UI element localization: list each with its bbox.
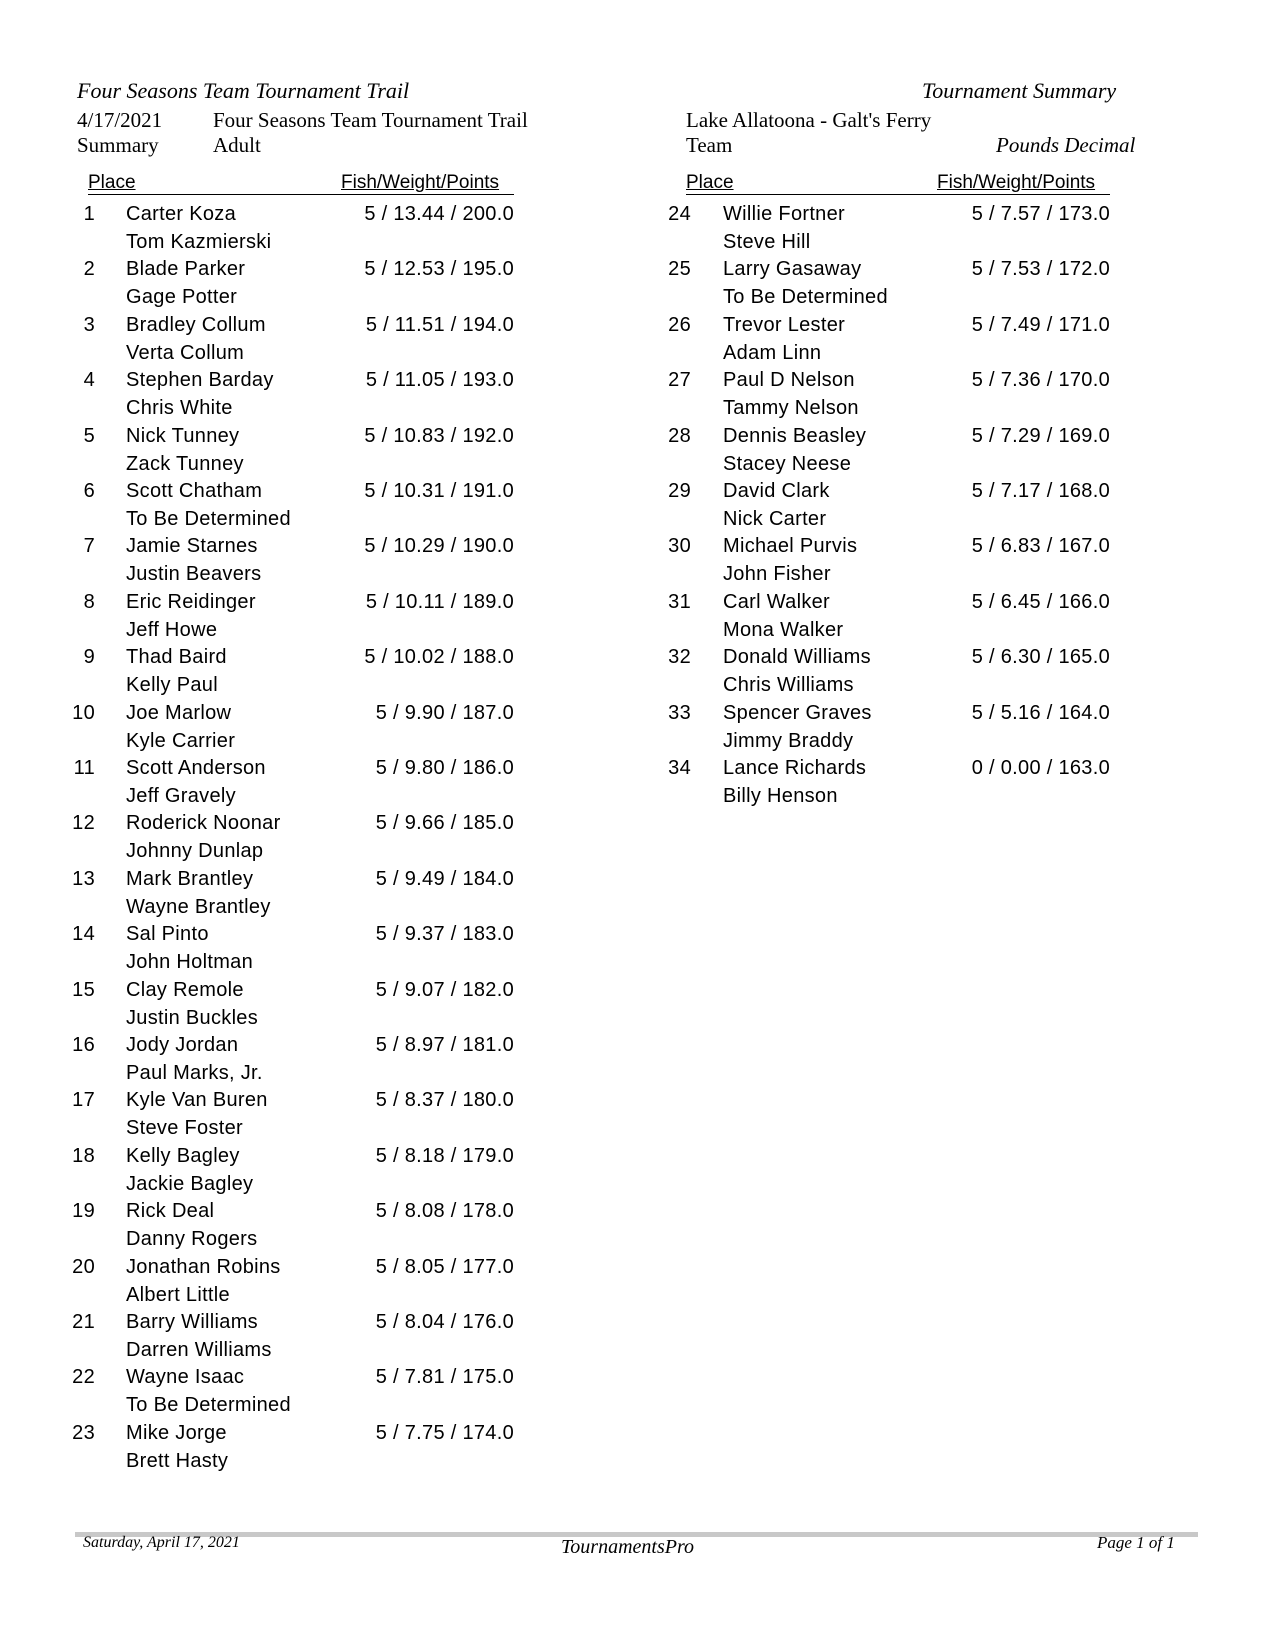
partner-name: Kelly Paul	[126, 674, 218, 696]
partner-name: Kyle Carrier	[126, 730, 236, 752]
partner-name: Tom Kazmierski	[126, 231, 272, 253]
fish-weight-points: 5 / 10.83 / 192.0	[364, 425, 514, 447]
result-entry	[67, 812, 524, 868]
fish-weight-points: 5 / 7.17 / 168.0	[971, 480, 1110, 502]
place-number: 32	[668, 646, 691, 668]
angler-name: Thad Baird	[126, 646, 227, 668]
angler-name: Carl Walker	[723, 591, 831, 613]
angler-name: Clay Remole	[126, 979, 244, 1001]
place-number: 27	[668, 369, 691, 391]
partner-name: Justin Beavers	[126, 563, 262, 585]
result-entry	[67, 757, 524, 813]
result-entry	[67, 979, 524, 1035]
place-number: 28	[668, 425, 691, 447]
place-number: 3	[83, 314, 95, 336]
place-number: 17	[72, 1089, 95, 1111]
partner-name: Zack Tunney	[126, 453, 244, 475]
fish-weight-points: 5 / 10.31 / 191.0	[364, 480, 514, 502]
fish-weight-points: 5 / 6.30 / 165.0	[971, 646, 1110, 668]
result-entry	[67, 425, 524, 481]
fish-weight-points: 5 / 7.81 / 175.0	[375, 1366, 514, 1388]
angler-name: Bradley Collum	[126, 314, 266, 336]
result-entry	[67, 203, 524, 259]
column-header-rule	[686, 194, 1110, 195]
angler-name: Barry Williams	[126, 1311, 258, 1333]
partner-name: Paul Marks, Jr.	[126, 1062, 263, 1084]
partner-name: Danny Rogers	[126, 1228, 258, 1250]
place-number: 15	[72, 979, 95, 1001]
fish-weight-points: 5 / 9.80 / 186.0	[375, 757, 514, 779]
fish-weight-points: 5 / 6.45 / 166.0	[971, 591, 1110, 613]
angler-name: Donald Williams	[723, 646, 871, 668]
angler-name: Wayne Isaac	[126, 1366, 245, 1388]
result-entry	[67, 702, 524, 758]
angler-name: Lance Richards	[723, 757, 867, 779]
angler-name: Trevor Lester	[723, 314, 846, 336]
fish-weight-points: 5 / 10.02 / 188.0	[364, 646, 514, 668]
fish-weight-points: 5 / 13.44 / 200.0	[364, 203, 514, 225]
partner-name: Gage Potter	[126, 286, 238, 308]
result-entry	[67, 1145, 524, 1201]
fish-weight-points: 5 / 7.29 / 169.0	[971, 425, 1110, 447]
angler-name: Scott Chatham	[126, 480, 263, 502]
fish-weight-points: 5 / 8.04 / 176.0	[375, 1311, 514, 1333]
footer-date: Saturday, April 17, 2021	[83, 1534, 240, 1551]
fish-weight-points: 5 / 9.49 / 184.0	[375, 868, 514, 890]
place-number: 18	[72, 1145, 95, 1167]
place-number: 24	[668, 203, 691, 225]
angler-name: Mark Brantley	[126, 868, 254, 890]
result-entry	[67, 258, 524, 314]
fish-weight-points: 5 / 7.49 / 171.0	[971, 314, 1110, 336]
place-number: 13	[72, 868, 95, 890]
angler-name: Dennis Beasley	[723, 425, 867, 447]
partner-name: Wayne Brantley	[126, 896, 271, 918]
footer-brand: TournamentsPro	[561, 1536, 694, 1558]
angler-name: Stephen Barday	[126, 369, 274, 391]
report-title: Four Seasons Team Tournament Trail	[77, 78, 410, 103]
partner-name: Jeff Howe	[126, 619, 218, 641]
report-type: Tournament Summary	[922, 78, 1117, 103]
column-header-rule	[88, 194, 514, 195]
fish-weight-points: 5 / 11.05 / 193.0	[365, 369, 514, 391]
place-number: 25	[668, 258, 691, 280]
angler-name: Jody Jordan	[126, 1034, 239, 1056]
partner-name: To Be Determined	[126, 508, 291, 530]
result-entry	[67, 1089, 524, 1145]
result-entry	[663, 369, 1120, 425]
angler-name: Mike Jorge	[126, 1422, 227, 1444]
fish-weight-points: 5 / 9.07 / 182.0	[375, 979, 514, 1001]
place-number: 4	[83, 369, 95, 391]
trail-name: Four Seasons Team Tournament Trail	[213, 108, 528, 132]
place-number: 21	[72, 1311, 95, 1333]
partner-name: Tammy Nelson	[723, 397, 859, 419]
angler-name: Nick Tunney	[126, 425, 240, 447]
angler-name: Larry Gasaway	[723, 258, 862, 280]
place-number: 26	[668, 314, 691, 336]
fish-weight-points: 5 / 7.53 / 172.0	[971, 258, 1110, 280]
partner-name: Jeff Gravely	[126, 785, 236, 807]
angler-name: Willie Fortner	[723, 203, 845, 225]
result-entry	[67, 646, 524, 702]
place-number: 2	[83, 258, 95, 280]
partner-name: Nick Carter	[723, 508, 827, 530]
units-label: Pounds Decimal	[996, 133, 1136, 157]
result-entry	[663, 203, 1120, 259]
angler-name: Roderick Noonar	[126, 812, 281, 834]
partner-name: Mona Walker	[723, 619, 844, 641]
place-column-header: Place	[686, 172, 734, 193]
place-number: 12	[72, 812, 95, 834]
fish-weight-points: 5 / 7.36 / 170.0	[971, 369, 1110, 391]
tournament-date: 4/17/2021	[77, 108, 163, 132]
fish-weight-points: 5 / 8.97 / 181.0	[375, 1034, 514, 1056]
angler-name: Carter Koza	[126, 203, 237, 225]
result-entry	[67, 591, 524, 647]
summary-label: Summary	[77, 133, 159, 157]
angler-name: Kyle Van Buren	[126, 1089, 268, 1111]
partner-name: Darren Williams	[126, 1339, 272, 1361]
place-number: 11	[73, 757, 95, 779]
angler-name: Paul D Nelson	[723, 369, 855, 391]
place-number: 9	[83, 646, 95, 668]
fish-weight-points: 5 / 7.75 / 174.0	[375, 1422, 514, 1444]
result-entry	[663, 591, 1120, 647]
angler-name: Scott Anderson	[126, 757, 266, 779]
place-number: 19	[72, 1200, 95, 1222]
result-entry	[67, 1422, 524, 1478]
partner-name: Chris White	[126, 397, 233, 419]
partner-name: To Be Determined	[723, 286, 888, 308]
place-number: 22	[72, 1366, 95, 1388]
angler-name: Spencer Graves	[723, 702, 872, 724]
angler-name: Joe Marlow	[126, 702, 232, 724]
angler-name: Michael Purvis	[723, 535, 858, 557]
lake-name: Lake Allatoona - Galt's Ferry	[686, 108, 932, 132]
partner-name: John Fisher	[723, 563, 831, 585]
place-number: 16	[72, 1034, 95, 1056]
score-column-header: Fish/Weight/Points	[341, 172, 500, 193]
result-entry	[67, 1366, 524, 1422]
partner-name: Billy Henson	[723, 785, 838, 807]
angler-name: Sal Pinto	[126, 923, 209, 945]
fish-weight-points: 5 / 8.18 / 179.0	[375, 1145, 514, 1167]
result-entry	[67, 480, 524, 536]
result-entry	[663, 258, 1120, 314]
partner-name: To Be Determined	[126, 1394, 291, 1416]
result-entry	[67, 868, 524, 924]
place-number: 34	[668, 757, 691, 779]
fish-weight-points: 5 / 8.08 / 178.0	[375, 1200, 514, 1222]
result-entry	[67, 314, 524, 370]
place-number: 23	[72, 1422, 95, 1444]
angler-name: Kelly Bagley	[126, 1145, 240, 1167]
angler-name: Rick Deal	[126, 1200, 215, 1222]
fish-weight-points: 5 / 10.29 / 190.0	[364, 535, 514, 557]
score-column-header: Fish/Weight/Points	[937, 172, 1096, 193]
partner-name: Steve Foster	[126, 1117, 243, 1139]
fish-weight-points: 5 / 6.83 / 167.0	[971, 535, 1110, 557]
fish-weight-points: 5 / 11.51 / 194.0	[365, 314, 514, 336]
place-number: 7	[83, 535, 95, 557]
partner-name: Stacey Neese	[723, 453, 852, 475]
place-number: 6	[83, 480, 95, 502]
fish-weight-points: 0 / 0.00 / 163.0	[971, 757, 1110, 779]
fish-weight-points: 5 / 8.05 / 177.0	[375, 1256, 514, 1278]
partner-name: Jimmy Braddy	[723, 730, 854, 752]
place-number: 5	[83, 425, 95, 447]
fish-weight-points: 5 / 9.37 / 183.0	[375, 923, 514, 945]
place-number: 10	[72, 702, 95, 724]
angler-name: David Clark	[723, 480, 830, 502]
place-column-header: Place	[88, 172, 136, 193]
place-number: 31	[668, 591, 691, 613]
result-entry	[663, 757, 1120, 813]
result-entry	[663, 535, 1120, 591]
result-entry	[663, 480, 1120, 536]
result-entry	[67, 1034, 524, 1090]
place-number: 30	[668, 535, 691, 557]
partner-name: Albert Little	[126, 1284, 230, 1306]
partner-name: Justin Buckles	[126, 1007, 259, 1029]
partner-name: Johnny Dunlap	[126, 840, 264, 862]
result-entry	[67, 1256, 524, 1312]
result-entry	[67, 923, 524, 979]
fish-weight-points: 5 / 12.53 / 195.0	[364, 258, 514, 280]
format-label: Team	[686, 133, 733, 157]
result-entry	[663, 702, 1120, 758]
angler-name: Blade Parker	[126, 258, 246, 280]
place-number: 20	[72, 1256, 95, 1278]
partner-name: Chris Williams	[723, 674, 854, 696]
partner-name: Brett Hasty	[126, 1450, 229, 1472]
fish-weight-points: 5 / 10.11 / 189.0	[365, 591, 514, 613]
footer-page-number: Page 1 of 1	[1097, 1533, 1175, 1552]
result-entry	[67, 369, 524, 425]
partner-name: Adam Linn	[723, 342, 822, 364]
result-entry	[663, 646, 1120, 702]
partner-name: Jackie Bagley	[126, 1173, 254, 1195]
fish-weight-points: 5 / 9.66 / 185.0	[375, 812, 514, 834]
place-number: 8	[83, 591, 95, 613]
partner-name: Verta Collum	[126, 342, 245, 364]
result-entry	[67, 535, 524, 591]
place-number: 29	[668, 480, 691, 502]
partner-name: Steve Hill	[723, 231, 811, 253]
result-entry	[663, 314, 1120, 370]
partner-name: John Holtman	[126, 951, 253, 973]
fish-weight-points: 5 / 8.37 / 180.0	[375, 1089, 514, 1111]
place-number: 33	[668, 702, 691, 724]
place-number: 1	[83, 203, 95, 225]
result-entry	[67, 1200, 524, 1256]
angler-name: Jamie Starnes	[126, 535, 258, 557]
result-entry	[67, 1311, 524, 1367]
result-entry	[663, 425, 1120, 481]
angler-name: Jonathan Robins	[126, 1256, 281, 1278]
fish-weight-points: 5 / 7.57 / 173.0	[971, 203, 1110, 225]
place-number: 14	[72, 923, 95, 945]
division-label: Adult	[213, 133, 261, 157]
fish-weight-points: 5 / 5.16 / 164.0	[971, 702, 1110, 724]
angler-name: Eric Reidinger	[126, 591, 256, 613]
fish-weight-points: 5 / 9.90 / 187.0	[375, 702, 514, 724]
